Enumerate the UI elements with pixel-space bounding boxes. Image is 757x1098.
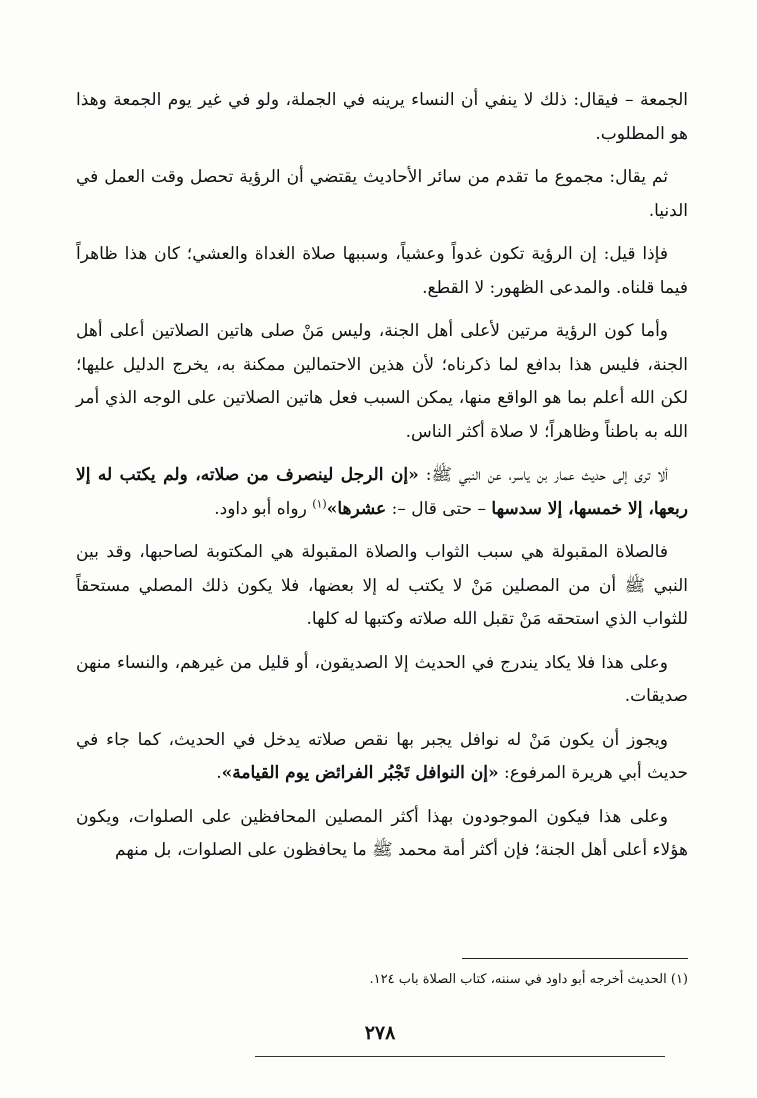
paragraph-8 <box>76 724 688 791</box>
paragraph-1: الجمعة – فيقال: ذلك لا ينفي أن النساء يرينه في الجملة، ولو في غير يوم الجمعة وهذا هو المطلوب. <box>76 90 688 144</box>
bottom-divider <box>255 1056 665 1057</box>
body-text <box>76 84 688 878</box>
paragraph-8-intro: ويجوز أن يكون مَنْ له نوافل يجبر بها نقص صلاته يدخل في الحديث، كما جاء في حديث أبي هريرة المرفوع: <box>76 729 688 783</box>
paragraph-5-intro: ألا ترى إلى حديث عمار بن ياسر، عن النبي ﷺ: <box>418 465 668 485</box>
paragraph-5 <box>76 459 688 526</box>
footnote: (١) الحديث أخرجه أبو داود في سننه، كتاب الصلاة باب ١٢٤. <box>369 972 688 987</box>
page-number: ٢٧٨ <box>364 1022 396 1044</box>
paragraph-7: وعلى هذا فلا يكاد يندرج في الحديث إلا الصديقون، أو قليل من غيرهم، والنساء منهن صديقات. <box>76 652 688 706</box>
hadith-quote: «إن الرجل لينصرف من صلاته، ولم يكتب له إلا ربعها، إلا خمسها، إلا سدسها <box>76 465 688 519</box>
paragraph-2: ثم يقال: مجموع ما تقدم من سائر الأحاديث يقتضي أن الرؤية تحصل وقت العمل في الدنيا. <box>76 167 688 221</box>
footnote-divider <box>462 958 688 959</box>
hadith-quote-nawafil: «إن النوافل تَجْبُر الفرائض يوم القيامة» <box>221 763 499 783</box>
paragraph-4: وأما كون الرؤية مرتين لأعلى أهل الجنة، وليس مَنْ صلى هاتين الصلاتين أعلى أهل الجنة، فليس هذا بدافع لما ذكرناه؛ لأن هذين الاحتمالين ممكنة به، يخرج الدليل عليها؛ لكن الله أعلم بما هو الواقع منها، يمكن السبب فعل هاتين الصلاتين على الوجه الذي أمر الله به باطناً وظاهراً؛ لا صلاة أكثر الناس. <box>76 321 688 442</box>
paragraph-3: فإذا قيل: إن الرؤية تكون غدواً وعشياً، وسببها صلاة الغداة والعشي؛ كان هذا ظاهراً فيما قلناه. والمدعى الظهور: لا القطع. <box>76 244 688 298</box>
paragraph-5-source: رواه أبو داود. <box>214 498 313 519</box>
paragraph-5-middle: – حتى قال –: <box>386 498 492 519</box>
paragraph-9: وعلى هذا فيكون الموجودون بهذا أكثر المصلين المحافظين على الصلوات، ويكون هؤلاء أعلى أهل الجنة؛ فإن أكثر أمة محمد ﷺ ما يحافظون على الصلوات، بل منهم <box>76 806 688 860</box>
paragraph-8-end: . <box>216 763 222 783</box>
hadith-quote-end: عشرها» <box>326 498 387 519</box>
paragraph-6: فالصلاة المقبولة هي سبب الثواب والصلاة المقبولة هي المكتوبة لصاحبها، وقد بين النبي ﷺ أن من المصلين مَنْ لا يكتب له إلا بعضها، فلا يكون ذلك المصلي مستحقاً للثواب الذي استحقه مَنْ تقبل الله صلاته وكتبها له كلها. <box>76 542 688 629</box>
footnote-reference[interactable]: (١) <box>312 496 327 510</box>
